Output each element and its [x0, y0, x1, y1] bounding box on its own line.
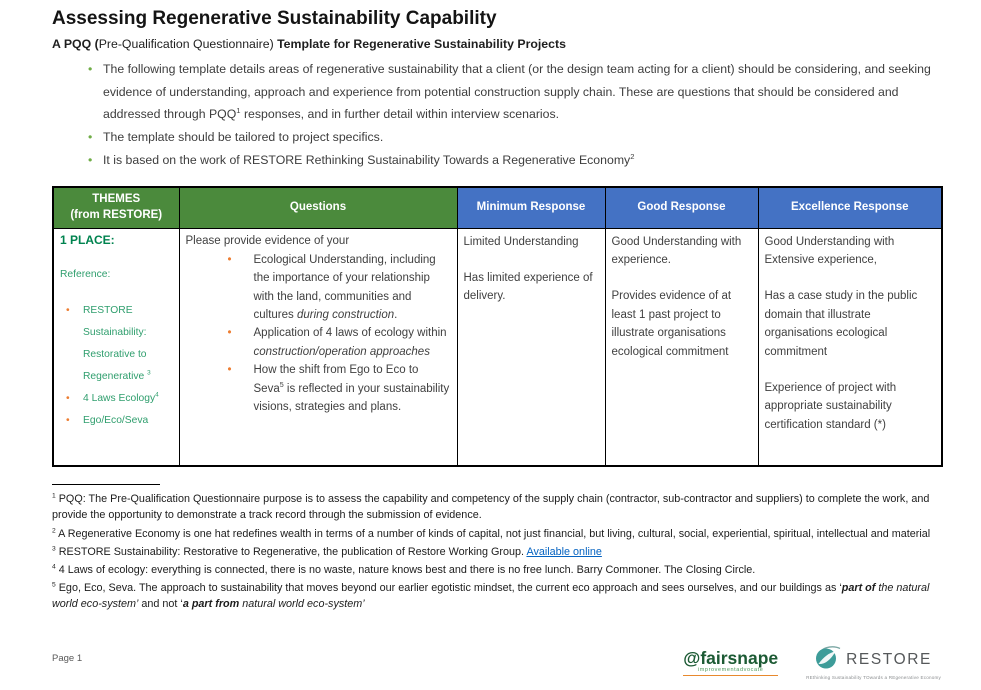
footnote-5 [52, 580, 941, 612]
col-header-questions: Questions [179, 187, 457, 229]
footnote-number: 3 [52, 545, 56, 553]
intro-bullet-3 [88, 149, 941, 172]
italic-segment: construction/operation approaches [253, 345, 430, 358]
col-header-good-response: Good Response [605, 187, 758, 229]
pqq-table [52, 186, 943, 468]
text-segment: How the shift from Ego to Eco to Seva [253, 364, 419, 395]
subtitle-regular: Pre-Qualification Questionnaire) [98, 37, 278, 51]
reference-item-1 [66, 300, 173, 389]
fairsnape-handle: @fairsnape [683, 647, 779, 668]
question-item-3 [228, 361, 451, 416]
question-item-2 [228, 324, 451, 361]
footnote-text: PQQ: The Pre-Qualification Questionnaire purpose is to assess the capability and competency of the supply chain (contractor, sub-contractor and suppliers) to complete the work, and provide the opportunity to demonstrate a track record through the submission of evidence. [52, 493, 930, 522]
col-header-themes-line1: THEMES [92, 193, 141, 206]
footnote-text: 4 Laws of ecology: everything is connected, there is no waste, nature knows best and there is no free lunch. Barry Commoner. The Closing Circle. [58, 563, 756, 576]
text-segment: The template should be tailored to project specifics. [103, 130, 384, 145]
reference-item-2 [66, 388, 173, 410]
footnote-text: A Regenerative Economy is one hat redefines wealth in terms of a number of kinds of capital, not just financial, but living, cultural, social, experiential, spiritual, intellectual and material [58, 527, 931, 540]
footer-logos [683, 645, 941, 680]
col-header-themes-line2: (from RESTORE) [70, 208, 163, 221]
text-segment: . [394, 309, 398, 322]
minimum-paragraph-1: Limited Understanding [463, 235, 579, 248]
excellence-paragraph-2: Has a case study in the public domain that illustrate organisations ecological commitment [764, 290, 918, 358]
intro-bullet-1 [88, 58, 941, 126]
question-item-1 [228, 251, 451, 325]
good-paragraph-1: Good Understanding with experience. [611, 235, 742, 267]
intro-bullet-2 [88, 126, 941, 149]
text-segment: RESTORE Sustainability: Restorative to Regenerative [83, 304, 148, 383]
table-row [53, 228, 942, 466]
fairsnape-logo [683, 647, 779, 676]
text-segment: Ego/Eco/Seva [83, 415, 149, 427]
footnote-text: Ego, Eco, Seva. The approach to sustainability that moves beyond our earlier egotistic mindset, the current eco approach and sees ourselves, and our buildings as ‘ [58, 582, 842, 595]
footnote-3 [52, 544, 941, 560]
text-segment: Application of 4 laws of ecology within [253, 327, 447, 340]
reference-list [60, 300, 173, 433]
good-paragraph-2: Provides evidence of at least 1 past project to illustrate organisations ecological commitment [611, 290, 732, 358]
col-header-themes [53, 187, 179, 229]
bold-italic-segment: a part from [182, 598, 243, 611]
footnote-text: and not ‘ [138, 598, 183, 611]
fairsnape-tagline: improvementadvocate [683, 668, 778, 676]
subtitle [52, 37, 941, 51]
excellence-paragraph-1: Good Understanding with Extensive experience, [764, 235, 895, 267]
footnote-ref-4: 4 [155, 391, 159, 399]
footnote-1 [52, 491, 941, 523]
table-header-row [53, 187, 942, 229]
italic-segment: during construction [296, 309, 395, 322]
available-online-link[interactable]: Available online [526, 545, 602, 558]
questions-list [186, 251, 451, 417]
subtitle-bold-2: Template for Regenerative Sustainability Projects [277, 37, 566, 51]
col-header-minimum-response: Minimum Response [457, 187, 605, 229]
good-response-cell [605, 228, 758, 466]
text-segment: is reflected in your sustainability visions, strategies and plans. [253, 382, 450, 414]
text-segment: Ecological Understanding, including the importance of your relationship with the land, communities and cultures [253, 253, 436, 322]
themes-cell [53, 228, 179, 466]
text-segment: 4 Laws Ecology [83, 393, 156, 405]
minimum-response-cell [457, 228, 605, 466]
footnote-number: 4 [52, 563, 56, 571]
text-segment: responses, and in further detail within interview scenarios. [240, 107, 560, 122]
reference-label: Reference: [60, 268, 111, 280]
page-footer [52, 645, 941, 680]
questions-cell [179, 228, 457, 466]
footnote-ref-1: 1 [236, 106, 241, 116]
footnote-ref-3: 3 [147, 369, 151, 377]
footnote-number: 1 [52, 492, 56, 500]
restore-logo-top [815, 645, 932, 674]
reference-item-3 [66, 410, 173, 432]
footnotes-section [52, 491, 941, 612]
footnote-text: RESTORE Sustainability: Restorative to Regenerative, the publication of Restore Working Group. [58, 545, 527, 558]
footnote-4 [52, 562, 941, 578]
footnote-ref-2: 2 [630, 151, 635, 161]
footnote-separator [52, 484, 160, 485]
footnote-number: 5 [52, 581, 56, 589]
intro-bullet-list [52, 58, 941, 172]
excellence-paragraph-3: Experience of project with appropriate sustainability certification standard (*) [764, 382, 897, 431]
restore-tagline: REthinking Sustainability TOwards a REgenerative Economy [806, 675, 941, 680]
text-segment: It is based on the work of RESTORE Rethinking Sustainability Towards a Regenerative Economy [103, 152, 631, 167]
restore-wordmark: RESTORE [846, 650, 932, 668]
restore-logo [806, 645, 941, 680]
questions-intro: Please provide evidence of your [185, 234, 350, 247]
excellence-response-cell [758, 228, 942, 466]
minimum-paragraph-2: Has limited experience of delivery. [463, 272, 593, 303]
col-header-excellence-response: Excellence Response [758, 187, 942, 229]
subtitle-bold-1: A PQQ ( [52, 37, 99, 51]
theme-title: 1 PLACE: [60, 232, 115, 247]
text-segment: The following template details areas of regenerative sustainability that a client (or the design team acting for a client) should be considering, and seeking evidence of understanding, approach and experience from potential construction supply chain. These are questions that should be considered and addressed through PQQ [103, 62, 931, 122]
page-number: Page 1 [52, 653, 83, 664]
restore-leaf-icon [815, 645, 841, 674]
footnote-ref-5: 5 [279, 380, 284, 389]
footnote-2 [52, 526, 941, 542]
footnote-number: 2 [52, 526, 56, 534]
italic-segment: the natural world eco-system’ [52, 582, 930, 611]
italic-segment: natural world eco-system’ [242, 598, 365, 611]
bold-italic-segment: part of [841, 582, 879, 595]
page-title: Assessing Regenerative Sustainability Capability [52, 8, 497, 29]
